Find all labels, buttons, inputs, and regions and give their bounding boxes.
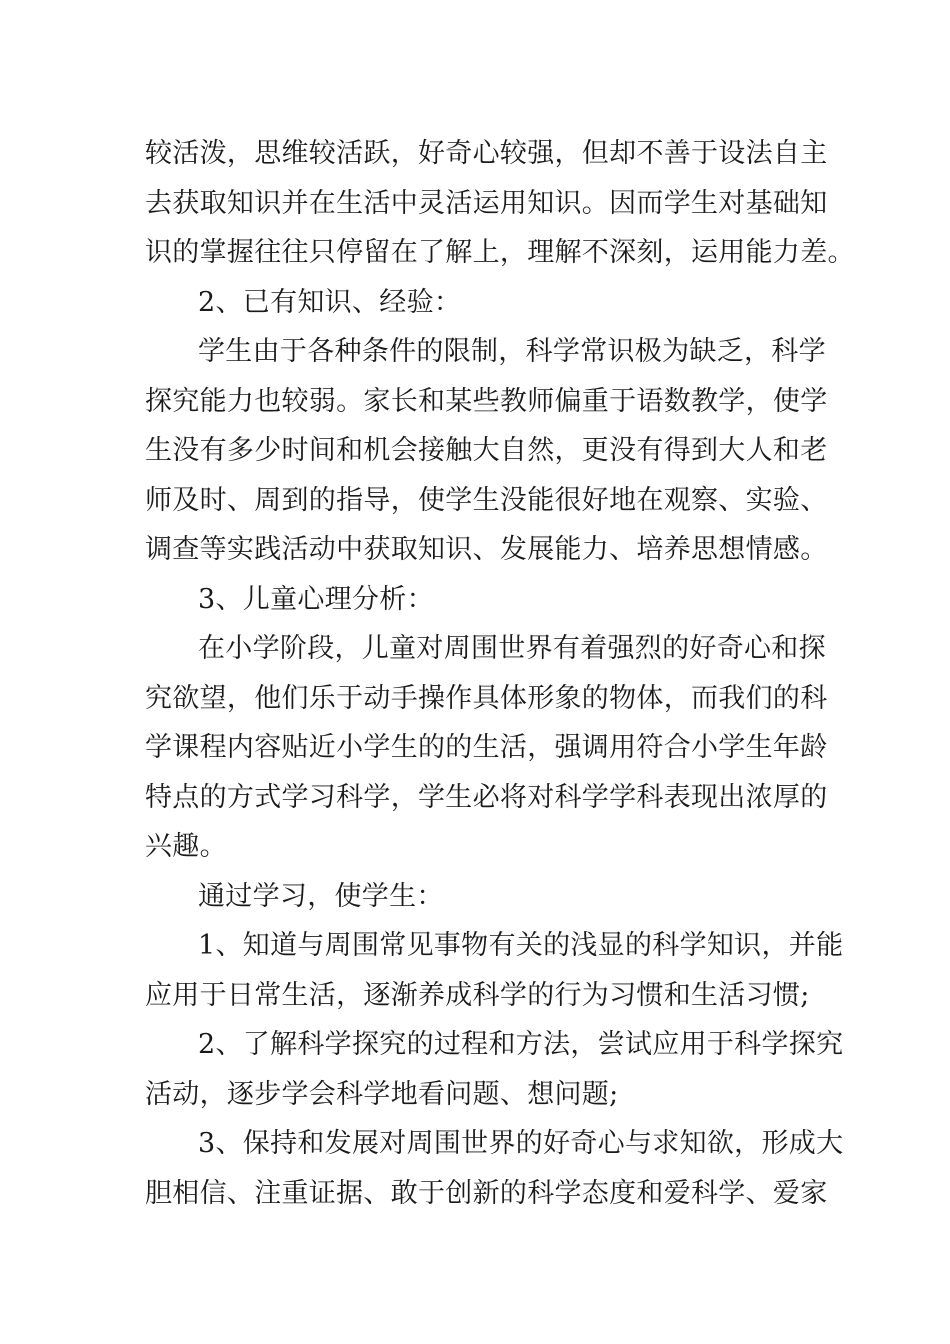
- text-line: 特点的方式学习科学，学生必将对科学学科表现出浓厚的: [145, 782, 828, 813]
- text-line: 较活泼，思维较活跃，好奇心较强，但却不善于设法自主: [145, 138, 828, 169]
- text-line: 究欲望，他们乐于动手操作具体形象的物体，而我们的科: [145, 683, 828, 714]
- text-line: 1、知道与周围常见事物有关的浅显的科学知识，并能: [198, 930, 844, 961]
- text-line: 师及时、周到的指导，使学生没能很好地在观察、实验、: [145, 485, 828, 516]
- text-line: 识的掌握往往只停留在了解上，理解不深刻，运用能力差。: [145, 237, 855, 268]
- text-line: 探究能力也较弱。家长和某些教师偏重于语数教学，使学: [145, 386, 828, 417]
- text-line: 生没有多少时间和机会接触大自然，更没有得到大人和老: [145, 435, 828, 466]
- text-line: 应用于日常生活，逐渐养成科学的行为习惯和生活习惯;: [145, 980, 810, 1011]
- text-line: 3、保持和发展对周围世界的好奇心与求知欲，形成大: [198, 1128, 844, 1159]
- text-line: 在小学阶段，儿童对周围世界有着强烈的好奇心和探: [198, 633, 826, 664]
- text-line: 学课程内容贴近小学生的的生活，强调用符合小学生年龄: [145, 732, 828, 763]
- section-heading: 通过学习，使学生：: [198, 881, 444, 912]
- text-line: 兴趣。: [145, 831, 227, 862]
- text-line: 调查等实践活动中获取知识、发展能力、培养思想情感。: [145, 534, 828, 565]
- text-line: 2、了解科学探究的过程和方法，尝试应用于科学探究: [198, 1029, 844, 1060]
- section-heading: 2、已有知识、经验：: [198, 287, 462, 318]
- text-line: 去获取知识并在生活中灵活运用知识。因而学生对基础知: [145, 188, 828, 219]
- text-line: 胆相信、注重证据、敢于创新的科学态度和爱科学、爱家: [145, 1178, 828, 1209]
- text-line: 活动，逐步学会科学地看问题、想问题;: [145, 1079, 619, 1110]
- text-line: 学生由于各种条件的限制，科学常识极为缺乏，科学: [198, 336, 826, 367]
- section-heading: 3、儿童心理分析：: [198, 584, 434, 615]
